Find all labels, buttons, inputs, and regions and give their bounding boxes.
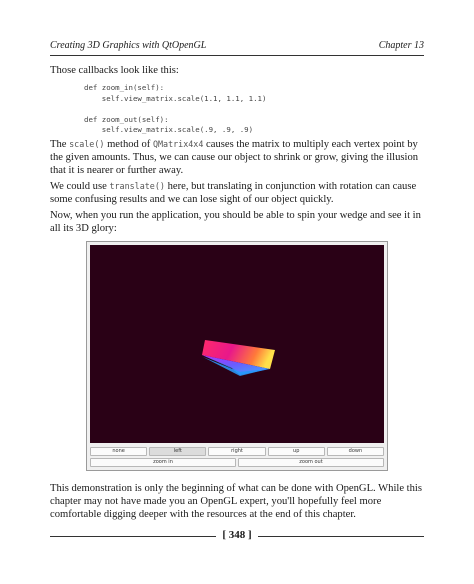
rotate-none-button[interactable]: none <box>90 447 147 456</box>
running-header <box>50 40 424 54</box>
chapter-title: Creating 3D Graphics with QtOpenGL <box>50 40 207 51</box>
inline-code-qmatrix: QMatrix4x4 <box>152 139 204 149</box>
rotation-button-row <box>90 447 384 456</box>
opengl-viewport[interactable] <box>90 245 384 443</box>
zoom-button-row <box>90 458 384 467</box>
text-run: We could use <box>50 181 110 192</box>
rotate-left-button[interactable]: left <box>149 447 206 456</box>
rotate-down-button[interactable]: down <box>327 447 384 456</box>
rotate-right-button[interactable]: right <box>208 447 265 456</box>
translate-paragraph <box>50 180 424 206</box>
inline-code-translate: translate() <box>109 181 165 191</box>
app-screenshot-figure <box>86 241 388 471</box>
text-run: causes the matrix to multiply each vertex point by the given amounts. Thus, we can cause our object to shrink or grow, giving the illusion that it is nearer or further away. <box>50 139 419 176</box>
text-run: The <box>50 139 70 150</box>
scale-paragraph <box>50 138 424 177</box>
page-number: [ 348 ] <box>222 529 252 541</box>
text-run: here, but translating in conjunction with rotation can cause some confusing results and we can lose sight of our object quickly. <box>50 181 417 205</box>
rotate-up-button[interactable]: up <box>268 447 325 456</box>
footer-rule-left <box>50 536 216 537</box>
text-run: method of <box>104 139 153 150</box>
footer-rule-right <box>258 536 424 537</box>
inline-code-scale: scale() <box>69 139 105 149</box>
zoom-zoom-in-button[interactable]: zoom in <box>90 458 236 467</box>
code-block: def zoom_in(self): self.view_matrix.scale(1.1, 1.1, 1.1) def zoom_out(self): self.view_matrix.scale(.9, .9, .9) <box>84 83 267 134</box>
zoom-zoom-out-button[interactable]: zoom out <box>238 458 384 467</box>
intro-paragraph: Those callbacks look like this: <box>50 65 179 76</box>
header-rule <box>50 55 424 56</box>
chapter-number: Chapter 13 <box>378 40 424 51</box>
wedge-render <box>90 245 384 443</box>
closing-paragraph: This demonstration is only the beginning of what can be done with OpenGL. While this chapter may not have made you an OpenGL expert, you'll hopefully feel more comfortable digging deeper with the resources at the end of this chapter. <box>50 483 422 520</box>
glory-paragraph: Now, when you run the application, you should be able to spin your wedge and see it in all its 3D glory: <box>50 210 421 234</box>
